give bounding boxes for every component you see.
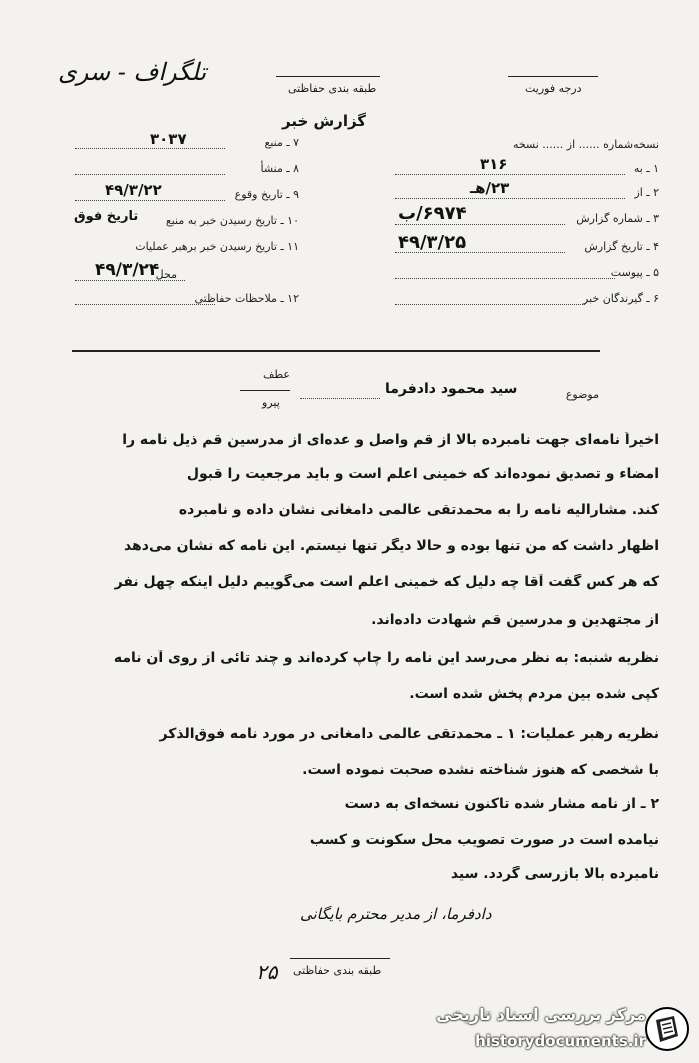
field-source-receipt-label: ۱۰ ـ تاریخ رسیدن خبر به منبع xyxy=(165,214,299,227)
footer-classification-label: طبقه بندی حفاظتی xyxy=(293,964,382,977)
body-line: که هر کس گفت آقا چه دلیل که خمینی اعلم است می‌گوییم دلیل اینکه چهل نفر xyxy=(114,574,659,590)
body-line: با شخصی که هنوز شناخته نشده صحبت نموده است. xyxy=(302,762,659,778)
body-line: از مجتهدین و مدرسین قم شهادت داده‌اند. xyxy=(371,612,659,628)
body-line: کند. مشارالیه نامه را به محمدتقی عالمی دامغانی نشان داده و نامبرده xyxy=(178,502,659,518)
watermark-url xyxy=(418,1032,646,1050)
field-location-value: ۴۹/۳/۲۴ xyxy=(95,260,160,280)
body-line: نامبرده بالا بازرسی گردد. سید xyxy=(450,866,659,882)
subject-label: موضوع xyxy=(565,388,599,401)
atf-rule xyxy=(240,390,290,391)
classification-label: طبقه بندی حفاظتی xyxy=(288,82,377,95)
footer-rule xyxy=(290,958,390,959)
handwritten-note: دادفرما، از مدیر محترم بایگانی xyxy=(300,905,492,923)
field-report-date-value: ۴۹/۳/۲۵ xyxy=(398,232,467,253)
field-report-number-label: ۳ ـ شماره گزارش xyxy=(576,212,659,225)
field-copy-number: نسخه‌شماره ...... از ...... نسخه xyxy=(512,138,659,151)
body-line: نیامده است در صورت تصویب محل سکونت و کسب xyxy=(309,832,659,848)
watermark-line1: مرکز بررسی اسناد تاریخی xyxy=(436,1005,646,1024)
priority-rule xyxy=(508,76,598,77)
field-occurrence-date-value: ۴۹/۳/۲۲ xyxy=(105,181,162,199)
field-from-dots xyxy=(395,198,625,199)
body-line: کپی شده بین مردم پخش شده است. xyxy=(409,686,659,702)
classification-rule xyxy=(276,76,380,77)
body-line: اخیراً نامه‌ای جهت نامبرده بالا از قم واصل و عده‌ای از مدرسین قم ذیل نامه را xyxy=(122,432,659,448)
field-attachment-dots xyxy=(395,278,615,279)
watermark-title xyxy=(418,1005,646,1024)
report-title: گزارش خبر xyxy=(282,112,367,130)
field-location-label: محل xyxy=(155,268,177,281)
body-line: نظریه رهبر عملیات: ۱ ـ محمدتقی عالمی دامغانی در مورد نامه فوق‌الذکر xyxy=(159,726,659,742)
field-to-value: ۳۱۶ xyxy=(480,155,508,173)
field-to-dots xyxy=(395,174,625,175)
subject-value: سید محمود دادفرما xyxy=(385,381,518,397)
field-occurrence-date-dots xyxy=(75,200,225,201)
field-origin-dots xyxy=(75,174,225,175)
watermark-line2: historydocuments.ir xyxy=(475,1032,646,1050)
footer-number: ۲۵ xyxy=(256,960,278,984)
priority-label: درجه فوریت xyxy=(525,82,582,95)
field-source-value: ۳۰۳۷ xyxy=(150,130,187,148)
field-ops-receipt-label: ۱۱ ـ تاریخ رسیدن خبر برهبر عملیات xyxy=(135,240,299,253)
field-report-number-dots xyxy=(395,224,565,225)
field-from-value: ۲۳/هـ xyxy=(470,179,510,197)
subject-dots xyxy=(300,398,380,399)
field-recipients-dots xyxy=(395,304,585,305)
field-report-number-value: ۶۹۷۴/ب xyxy=(398,203,467,224)
field-to-label: ۱ ـ به xyxy=(633,162,659,175)
field-report-date-label: ۴ ـ تاریخ گزارش xyxy=(584,240,659,253)
field-source-label: ۷ ـ منبع xyxy=(264,136,299,149)
field-security-notes-dots xyxy=(75,304,215,305)
archive-logo-icon xyxy=(644,1006,690,1052)
field-recipients-label: ۶ ـ گیرندگان خبر xyxy=(583,292,659,305)
field-occurrence-date-label: ۹ ـ تاریخ وقوع xyxy=(234,188,299,201)
body-line: اظهار داشت که من تنها بوده و حالا دیگر تنها نیستم. این نامه که نشان می‌دهد xyxy=(123,538,659,554)
body-line: امضاء و تصدیق نموده‌اند که خمینی اعلم است و باید مرجعیت را قبول xyxy=(186,466,659,482)
peyro-label: پیرو xyxy=(262,396,280,409)
field-origin-label: ۸ ـ منشأ xyxy=(260,162,299,175)
atf-label: عطف xyxy=(263,368,290,381)
field-attachment-label: ۵ ـ پیوست xyxy=(610,266,659,279)
classification-handwritten: تلگراف - سری xyxy=(58,58,207,86)
field-source-receipt-value: تاریخ فوق xyxy=(74,209,139,224)
field-security-notes-label: ۱۲ ـ ملاحظات حفاظتی xyxy=(194,292,299,305)
section-divider xyxy=(72,350,600,352)
field-from-label: ۲ ـ از xyxy=(634,186,659,199)
body-line: ۲ ـ از نامه مشار شده تاکنون نسخه‌ای به دست xyxy=(344,796,659,812)
body-line: نظریه شنبه: به نظر می‌رسد این نامه را چاپ کرده‌اند و چند تائی از روی آن نامه xyxy=(113,650,659,666)
field-location-dots xyxy=(75,280,185,281)
field-source-dots xyxy=(75,148,225,149)
